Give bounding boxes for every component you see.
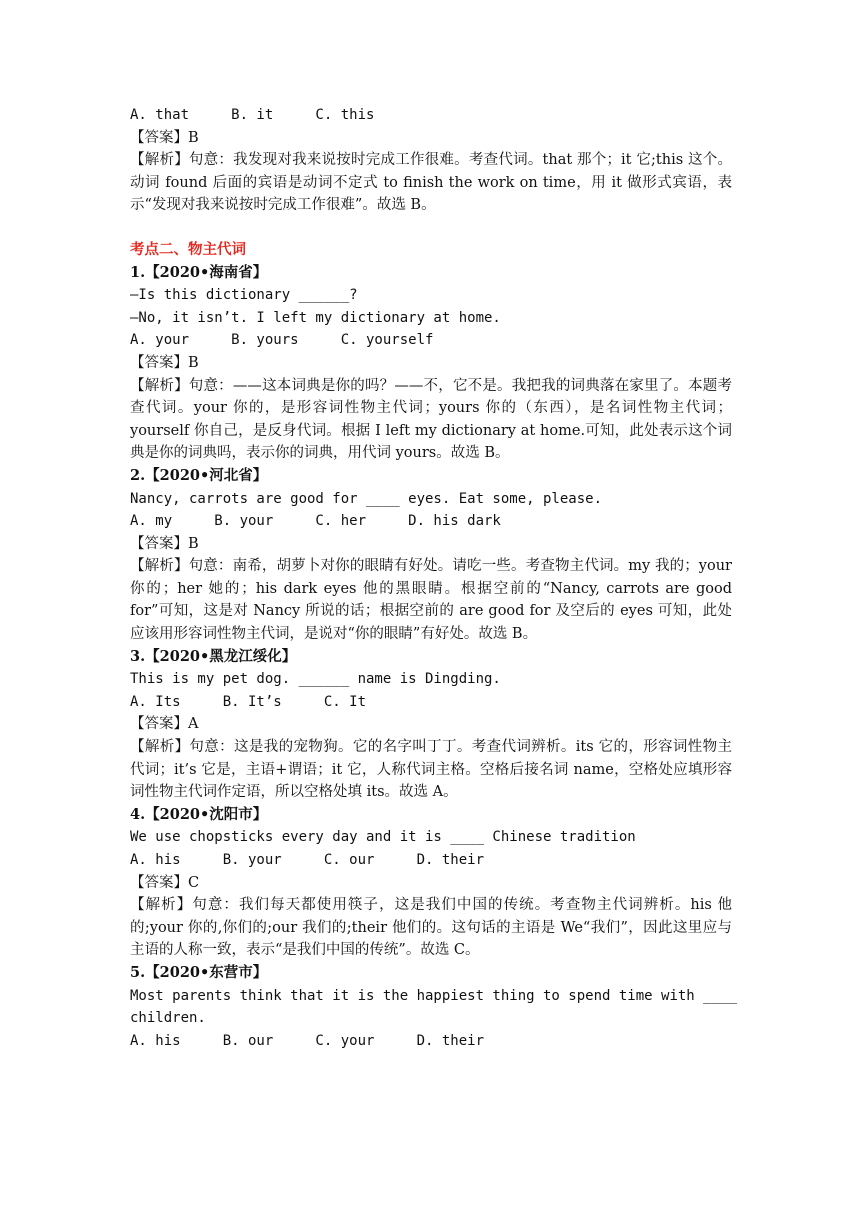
question-options: A. his B. our C. your D. their <box>130 1032 485 1049</box>
intro-answer: 【答案】B <box>130 129 199 146</box>
question-explanation: 【解析】句意：南希，胡萝卜对你的眼睛有好处。请吃一些。考查物主代词。my 我的；your 你的；her 她的；his dark eyes 他的黑眼睛。根据空前的“Nancy, carrots are good for”可知，这是对 Nancy 所说的话；根据空前的 are good for 及空后的 eyes 可知，此处应该用形容词性物主代词，是说对“你的眼睛”有好处。故选 B。 <box>130 558 732 643</box>
question-stem-line: This is my pet dog. ______ name is Dingding. <box>130 671 501 688</box>
question-options: A. your B. yours C. yourself <box>130 332 434 349</box>
question-options: A. his B. your C. our D. their <box>130 852 485 868</box>
question-answer: 【答案】A <box>130 716 199 733</box>
question-stem-line: Most parents think that it is the happiest thing to spend time with ____ <box>130 987 737 1004</box>
question-answer: 【答案】C <box>130 874 200 891</box>
section-heading: 考点二、物主代词 <box>130 240 246 258</box>
intro-explanation: 【解析】句意：我发现对我来说按时完成工作很难。考查代词。that 那个；it 它;this 这个。动词 found 后面的宾语是动词不定式 to finish the work on time，用 it 做形式宾语，表示“发现对我来说按时完成工作很难”。故选 B。 <box>130 152 732 214</box>
question-title: 5.【2020•东营市】 <box>130 963 268 981</box>
question-title: 3.【2020•黑龙江绥化】 <box>130 647 297 665</box>
intro-options: A. that B. it C. this <box>130 107 375 123</box>
question-title: 2.【2020•河北省】 <box>130 466 268 484</box>
question-explanation: 【解析】句意：这是我的宠物狗。它的名字叫丁丁。考查代词辨析。its 它的，形容词性物主代词；it’s 它是，主语+谓语；it 它，人称代词主格。空格后接名词 name，空格处应填形容词性物主代词作定语，所以空格处填 its。故选 A。 <box>130 739 732 801</box>
question-stem-line: children. <box>130 1010 206 1027</box>
question-explanation: 【解析】句意：我们每天都使用筷子，这是我们中国的传统。考查物主代词辨析。his 他的;your 你的,你们的;our 我们的;their 他们的。这句话的主语是 We“我们”，因此这里应与主语的人称一致，表示“是我们中国的传统”。故选 C。 <box>130 897 732 959</box>
question-explanation: 【解析】句意：——这本词典是你的吗？——不，它不是。我把我的词典落在家里了。本题考查代词。your 你的，是形容词性物主代词；yours 你的（东西），是名词性物主代词；yourself 你自己，是反身代词。根据 I left my dictionary at home.可知，此处表示这个词典是你的词典吗，表示你的词典，用代词 yours。故选 B。 <box>130 377 732 462</box>
question-title: 4.【2020•沈阳市】 <box>130 805 268 823</box>
question-stem-line: We use chopsticks every day and it is ____ Chinese tradition <box>130 829 636 846</box>
question-stem-line: Nancy, carrots are good for ____ eyes. Eat some, please. <box>130 490 603 507</box>
question-title: 1.【2020•海南省】 <box>130 263 268 281</box>
document-page <box>130 104 737 1052</box>
question-answer: 【答案】B <box>130 354 199 371</box>
question-answer: 【答案】B <box>130 535 199 552</box>
question-stem-line: —No, it isn’t. I left my dictionary at home. <box>130 309 501 326</box>
question-options: A. my B. your C. her D. his dark <box>130 513 501 530</box>
question-options: A. Its B. It’s C. It <box>130 693 367 710</box>
question-stem-line: —Is this dictionary ______? <box>130 287 358 304</box>
